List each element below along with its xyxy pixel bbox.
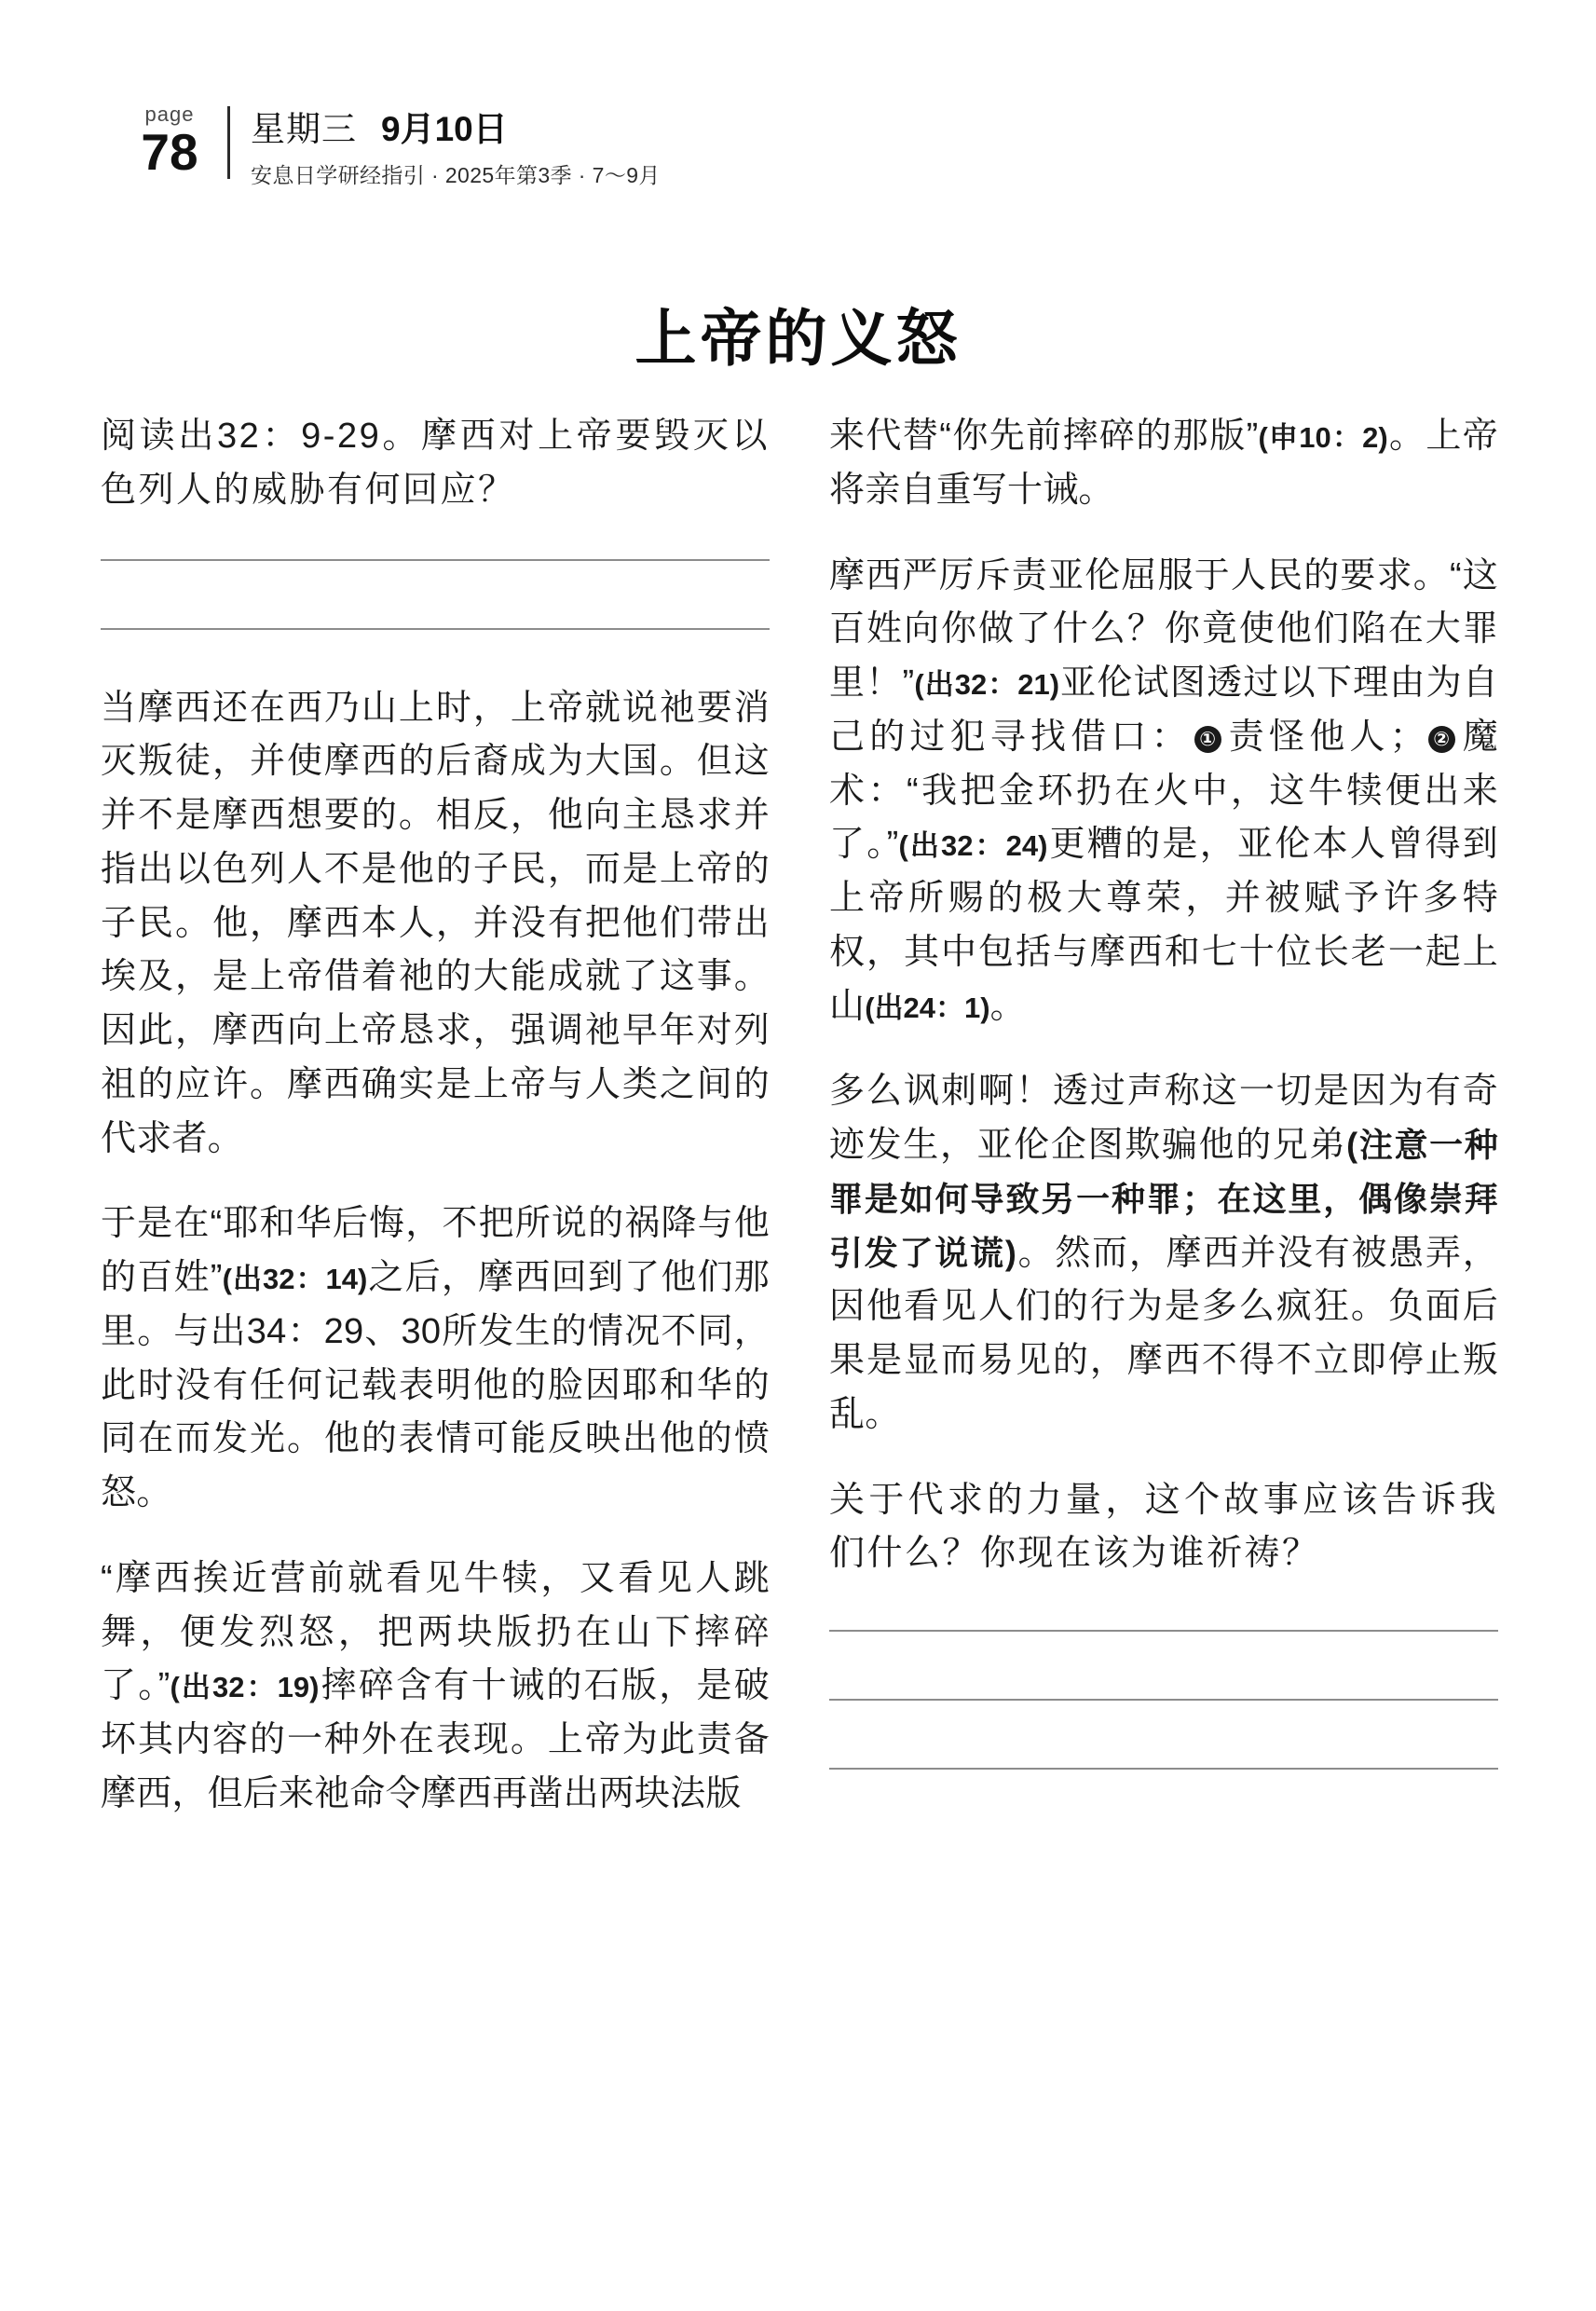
paragraph-4-text-b: 。上帝将亲自重写十诫。 (829, 417, 1498, 510)
header-date-line (251, 110, 661, 150)
paragraph-5 (829, 550, 1498, 1034)
reading-question: 阅读出32：9-29。摩西对上帝要毁灭以色列人的威胁有何回应？ (101, 417, 770, 510)
list-bullet-1: ① (1194, 726, 1221, 753)
reflection-question: 关于代求的力量，这个故事应该告诉我们什么？你现在该为谁祈祷？ (829, 1480, 1498, 1574)
weekday-label: 星期三 (251, 110, 357, 148)
write-line[interactable] (101, 628, 770, 630)
scripture-ref: (出32：21) (914, 668, 1060, 701)
paragraph-3-text-b: 摔碎含有十诫的石版，是破坏其内容的一种外在表现。上帝为此责备摩西，但后来祂命令摩西再凿出两块法版 (101, 1666, 771, 1813)
scripture-ref: (出24：1) (865, 991, 990, 1024)
list-bullet-2: ② (1428, 726, 1455, 753)
paragraph-6-text-a: 多么讽刺啊！透过声称这一切是因为有奇迹发生，亚伦企图欺骗他的兄弟 (829, 1072, 1498, 1165)
inline-note: (注意一种罪是如何导致另一种罪；在这里，偶像崇拜引发了说谎) (829, 1126, 1498, 1272)
page-header (119, 101, 661, 189)
paragraph-5-text-a: 摩西严厉斥责亚伦屈服于人民的要求。“这百姓向你做了什么？你竟使他们陷在大罪里！” (829, 555, 1498, 703)
paragraph-5-text-d: 魔术：“我把金环扔在火中，这牛犊便出来了。” (829, 717, 1498, 865)
paragraph-2-text-a: 于是在“耶和华后悔，不把所说的祸降与他的百姓” (101, 1204, 770, 1297)
answer-lines-right (829, 1630, 1498, 1770)
paragraph-4 (829, 410, 1498, 518)
answer-lines-left (101, 559, 770, 630)
write-line[interactable] (101, 559, 770, 561)
page-number-block (119, 101, 220, 181)
scripture-ref: (出32：24) (898, 829, 1048, 863)
paragraph-1: 当摩西还在西乃山上时，上帝就说祂要消灭叛徒，并使摩西的后裔成为大国。但这并不是摩西想要的。相反，他向主恳求并指出以色列人不是他的子民，而是上帝的子民。他，摩西本人，并没有把他们带出埃及，是上帝借着祂的大能成就了这事。因此，摩西向上帝恳求，强调祂早年对列祖的应许。摩西确实是上帝与人类之间的代求者。 (101, 688, 770, 1158)
page-number: 78 (141, 123, 198, 181)
paragraph-5-text-e: 更糟的是，亚伦本人曾得到上帝所赐的极大尊荣，并被赋予许多特权，其中包括与摩西和七十位长老一起上山 (829, 825, 1499, 1026)
write-line[interactable] (829, 1768, 1498, 1770)
paragraph-2 (101, 1197, 770, 1521)
page-title: 上帝的义怒 (634, 304, 962, 373)
paragraph-2-text-b: 之后，摩西回到了他们那里。与出34：29、30所发生的情况不同，此时没有任何记载表明他的脸因耶和华的同在而发光。他的表情可能反映出他的愤怒。 (101, 1258, 770, 1512)
scripture-ref: (出32：19) (170, 1671, 320, 1704)
left-column (101, 410, 770, 1853)
paragraph-5-text-f: 。 (989, 986, 1026, 1026)
scripture-ref: (申10：2) (1258, 421, 1388, 454)
date-label: 9月10日 (381, 110, 508, 148)
write-line[interactable] (829, 1699, 1498, 1701)
paragraph-3-text-a: “摩西挨近营前就看见牛犊，又看见人跳舞，便发烈怒，把两块版扔在山下摔碎了。” (101, 1558, 770, 1706)
page-word-label: page (144, 103, 195, 126)
header-text-block (251, 101, 661, 189)
paragraph-3 (101, 1552, 770, 1822)
body-columns (101, 410, 1498, 1853)
paragraph-4-text-a: 来代替“你先前摔碎的那版” (829, 417, 1259, 456)
header-subtitle: 安息日学研经指引 · 2025年第3季 · 7～9月 (251, 162, 661, 187)
paragraph-6-text-b: 。然而，摩西并没有被愚弄，因他看见人们的行为是多么疯狂。负面后果是显而易见的，摩西不得不立即停止叛乱。 (829, 1233, 1498, 1434)
header-divider (227, 106, 230, 179)
write-line[interactable] (829, 1630, 1498, 1632)
paragraph-5-text-c: 责怪他人； (1223, 717, 1425, 757)
paragraph-6 (829, 1065, 1498, 1442)
right-column (829, 410, 1498, 1853)
paragraph-5-text-b: 亚伦试图透过以下理由为自己的过犯寻找借口： (829, 663, 1499, 757)
scripture-ref: (出32：14) (222, 1263, 368, 1295)
